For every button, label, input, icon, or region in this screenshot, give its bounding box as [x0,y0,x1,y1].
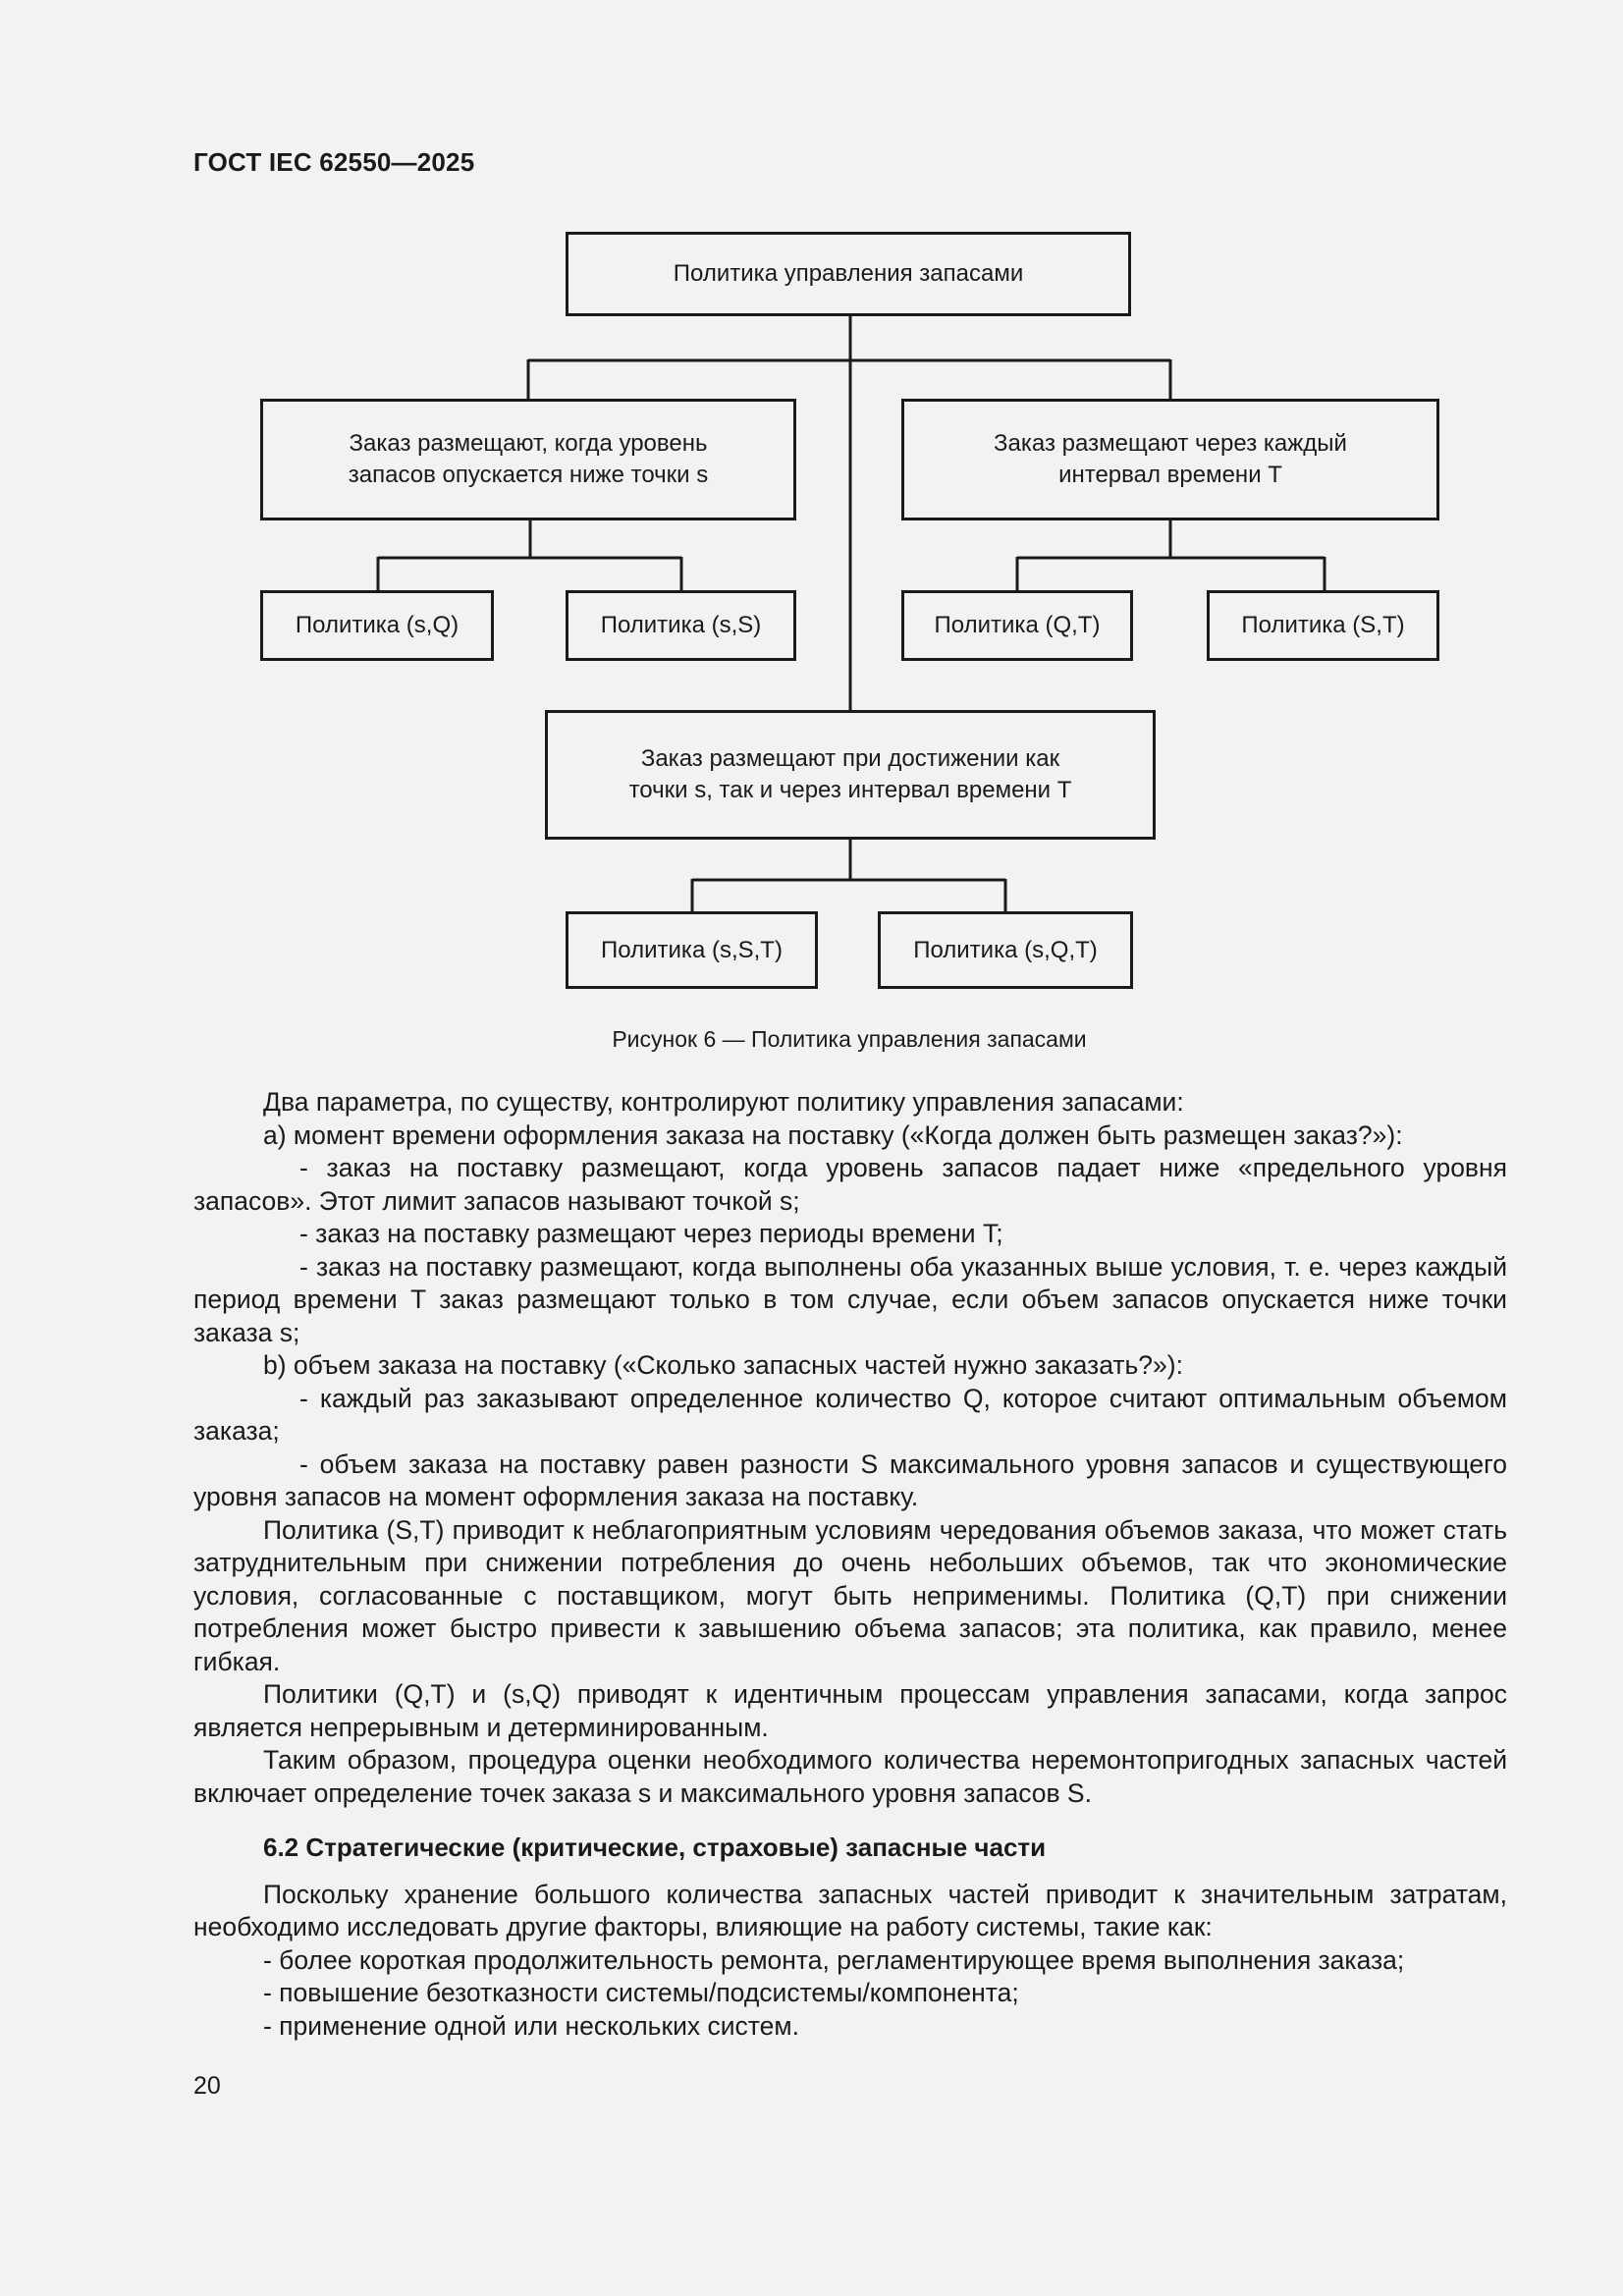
list-item: - более короткая продолжительность ремонта, регламентирующее время выполнения заказа; [263,1944,1405,1975]
policy-sS-node [566,590,796,661]
interval-order-line1: Заказ размещают через каждый [994,430,1347,457]
policy-sQT-node [878,911,1133,989]
threshold-order-line1: Заказ размещают, когда уровень [349,430,708,457]
list-item: - каждый раз заказывают определенное количество Q, которое считают оптимальным объемом заказа; [193,1383,1507,1446]
list-item: a) момент времени оформления заказа на поставку («Когда должен быть размещен заказ?»): [263,1120,1403,1150]
policy-QT-node [901,590,1133,661]
policy-sQ-node [260,590,494,661]
threshold-order-node [260,399,796,520]
root-node-label: Политика управления запасами [673,260,1024,287]
inventory-policy-diagram [0,0,1623,1080]
paragraph: Политика (S,T) приводит к неблагоприятным условиям чередования объемов заказа, что может стать затруднительным при снижении потребления до очень небольших объемов, так что экономические условия, согласованные с поставщиком, могут быть неприменимы. Политика (Q,T) при снижении потребления может быстро привести к завышению объема запасов; эта политика, как правило, менее гибкая. [193,1514,1507,1676]
interval-order-line2: интервал времени T [1058,462,1282,488]
combined-order-line2: точки s, так и через интервал времени T [628,777,1072,803]
paragraph: Поскольку хранение большого количества запасных частей приводит к значительным затратам, необходимо исследовать другие факторы, влияющие на работу системы, такие как: [193,1879,1507,1941]
paragraph: Два параметра, по существу, контролируют политику управления запасами: [263,1087,1184,1117]
policy-ST-label: Политика (S,T) [1241,612,1405,638]
document-header: ГОСТ IEC 62550—2025 [193,147,475,177]
root-node [566,232,1131,316]
threshold-order-line2: запасов опускается ниже точки s [348,462,709,488]
interval-order-node [901,399,1439,520]
list-item: - применение одной или нескольких систем. [263,2010,799,2041]
paragraph: Политики (Q,T) и (s,Q) приводят к идентичным процессам управления запасами, когда запрос является непрерывным и детерминированным. [193,1679,1507,1742]
page-number: 20 [193,2072,221,2100]
policy-sQ-label: Политика (s,Q) [295,612,460,638]
list-item: - заказ на поставку размещают, когда уровень запасов падает ниже «предельного уровня запасов». Этот лимит запасов называют точкой s; [193,1153,1507,1216]
section-heading: 6.2 Стратегические (критические, страховые) запасные части [263,1832,1047,1862]
policy-sST-node [566,911,818,989]
list-item: - заказ на поставку размещают через периоды времени T; [299,1219,1003,1248]
policy-sS-label: Политика (s,S) [600,612,762,638]
policy-sQT-label: Политика (s,Q,T) [913,936,1098,963]
policy-sST-label: Политика (s,S,T) [601,936,783,963]
list-item: - повышение безотказности системы/подсистемы/компонента; [263,1978,1019,2007]
paragraph: Таким образом, процедура оценки необходимого количества неремонтопригодных запасных частей включает определение точек заказа s и максимального уровня запасов S. [193,1745,1507,1808]
list-item: - объем заказа на поставку равен разности S максимального уровня запасов и существующего уровня запасов на момент оформления заказа на поставку. [193,1449,1507,1511]
list-item: - заказ на поставку размещают, когда выполнены оба указанных выше условия, т. е. через каждый период времени T заказ размещают только в том случае, если объем запасов опускается ниже точки заказа s; [193,1251,1507,1347]
list-item: b) объем заказа на поставку («Сколько запасных частей нужно заказать?»): [263,1350,1183,1380]
combined-order-node [545,710,1156,840]
figure-caption: Рисунок 6 — Политика управления запасами [612,1026,1087,1052]
combined-order-line1: Заказ размещают при достижении как [640,745,1060,772]
body-text [193,1086,1507,2043]
policy-QT-label: Политика (Q,T) [934,612,1101,638]
policy-ST-node [1207,590,1439,661]
